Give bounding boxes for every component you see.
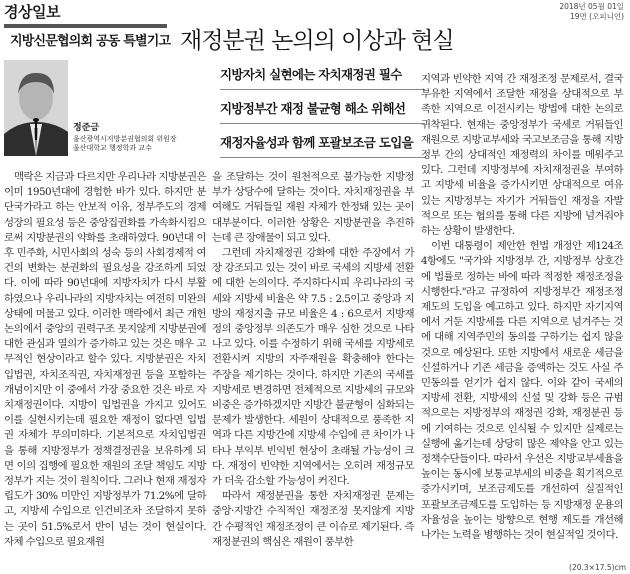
series-label: 지방신문협의회 공동 특별기고 (10, 34, 171, 49)
headline: 재정분권 논의의 이상과 현실 (180, 28, 454, 54)
publish-date: 2018년 05월 01일 (559, 2, 624, 11)
author-photo (4, 60, 68, 156)
article-size: (20.3×17.5)cm (569, 563, 626, 572)
author-portrait-icon (4, 60, 68, 156)
body-column-3 (421, 72, 623, 543)
page-section: 19면 (오피니언) (569, 12, 624, 21)
paragraph: 그런데 자치재정권 강화에 대한 주장에서 가장 강조되고 있는 것이 바로 국세의 지방세 전환에 대한 논의이다. 주지하다시피 우리나라의 국세와 지방세 비율은 약 7.5 : 2.5이고 중앙과 지방의 재정지출 규모 비율은 4 : 6으로서 지방재정의 중앙정부 의존도가 매우 심한 것으로 나타나고 있다. 이를 수정하기 위해 국세를 지방세로 전환시켜 지방의 자주재원을 확충해야 한다는 주장을 제기하는 것이다. 하지만 기존의 국세를 지방세로 변경하면 전체적으로 지방세의 규모와 비중은 증가하겠지만 지방간 불균형이 심화되는 문제가 발생한다. 세원이 상대적으로 풍족한 지역과 다른 지방간에 지방세 수입에 큰 차이가 나타나 부익부 빈익빈 현상이 초래될 가능성이 크다. 재정이 빈약한 지역에서는 오히려 재정규모가 더욱 감소할 가능성이 커진다. (212, 247, 414, 488)
subheadlines (220, 62, 425, 164)
dateline (559, 2, 624, 22)
subheadline-2: 지방정부간 재정 불균형 해소 위해선 (220, 96, 425, 124)
body-column-1 (4, 170, 206, 550)
subheadline-3: 재정자율성과 함께 포괄보조금 도입을 (220, 130, 425, 158)
author-title-2: 울산대학교 행정학과 교수 (73, 144, 152, 152)
author-title-1: 울산광역시지방분권협의회 위원장 (73, 134, 177, 143)
paragraph: 따라서 재정분권을 통한 자치재정권 문제는 중앙·지방간 수직적인 재정조정 못지않게 지방간 수평적인 재정조정이 큰 이슈로 제기된다. 즉 재정분권의 핵심은 재원이 풍부한 (212, 490, 414, 548)
newspaper-masthead: 경상일보 (4, 3, 60, 21)
series-rule (4, 24, 167, 28)
paragraph: 맥락은 지금과 다르지만 우리나라 지방분권은 이미 1950년대에 경험한 바가 있다. 하지만 분단국가라고 하는 안보적 이유, 정부주도의 경제성장의 필요성 등은 중앙집권화를 가속화시킴으로써 지방분권의 약화를 초래하였다. 90년대 이후 민주화, 시민사회의 성숙 등의 사회경제적 여건의 변화는 분권화의 필요성을 강조하게 되었다. 이에 따라 90년대에 지방자치가 다시 부활하였으나 우리나라의 지방자치는 여전히 미완의 상태에 머물고 있다. 이러한 맥락에서 최근 개헌논의에서 중앙의 권력구조 못지않게 지방분권에 대한 관심과 열의가 증가하고 있는 것은 매우 고무적인 현상이라고 할수 있다. 지방분권은 자치입법권, 자치조직권, 자치재정권 등을 포함하는 개념이지만 이 중에서 가장 중요한 것은 바로 자치재정권이다. 지방이 입법권을 가지고 있어도 이를 실현시키는데 필요한 재정이 없다면 입법권 자체가 무의미하다. 기본적으로 자치입법권을 통해 지방정부가 정책결정권을 보유하게 되면 이의 집행에 필요한 재원의 조달 책임도 지방정부가 지는 것이 원칙이다. 그러나 현재 재정자립도가 30% 미만인 지방정부가 71.2%에 달하고, 지방세 수입으로 인건비조차 조달하지 못하는 곳이 51.5%로서 반이 넘는 것이 현실이다. 자체 수입으로 필요재원 (4, 171, 206, 548)
paragraph: 이번 대통령이 제안한 헌법 개정안 제124조 4항에도 "국가와 지방정부 간, 지방정부 상호간에 법률로 정하는 바에 따라 적정한 재정조정을 시행한다."라고 규정하여 지방정부간 재정조정제도의 도입을 예고하고 있다. 하지만 자기지역에서 거둔 지방세를 다른 지역으로 넘겨주는 것에 대해 지역주민의 동의를 구하기는 쉽지 않을 것으로 예상된다. 또한 지방에서 새로운 세금을 신설하거나 기존 세금을 증액하는 것도 사실 주민동의를 얻기가 쉽지 않다. 이와 같이 국세의 지방세 전환, 지방세의 신설 및 강화 등은 규범적으로는 지방정부의 재정권 강화, 재정분권 등에 기여하는 것으로 인식될 수 있지만 실제로는 실행에 옮기는데 상당히 많은 제약을 안고 있는 정책수단들이다. 따라서 우선은 지방교부세율을 높이는 동시에 보통교부세의 비중을 획기적으로 증가시키며, 보조금제도를 개선하여 실질적인 포괄보조금제도를 도입하는 등 지방재정 운용의 자율성을 높이는 방향으로 현행 제도를 개선해 나가는 노력을 병행하는 것이 현실적일 것이다. (421, 240, 623, 542)
paragraph: 을 조달하는 것이 원천적으로 불가능한 지방정부가 상당수에 달하는 것이다. 자치재정권을 부여해도 거둬들일 재원 자체가 한정돼 있는 곳이 대부분이다. 이러한 상황은 지방분권을 추진하는데 큰 장애물이 되고 있다. (212, 171, 414, 244)
author-name: 정준금 (73, 123, 100, 133)
subheadline-1: 지방자치 실현에는 자치재정권 필수 (220, 62, 425, 90)
paragraph: 지역과 빈약한 지역 간 재정조정 문제로서, 결국 부유한 지역에서 조달한 재정을 상대적으로 부족한 지역으로 이전시키는 방법에 대한 논의로 귀착된다. 현재는 중앙정부가 국세로 거둬들인 재원으로 지방교부세와 국고보조금을 통해 지방정부 간의 상대적인 재정력의 차이를 메워주고 있다. 그런데 지방정부에 자치재정권을 부여하고 지방세 비율을 증가시키면 상대적으로 여유 있는 지방정부는 자기가 거둬들인 재정을 자발적으로 또는 협의를 통해 다른 지방에 넘겨줘야 하는 상황이 발생한다. (421, 73, 623, 238)
author-info (73, 124, 177, 154)
body-column-2 (212, 170, 414, 550)
